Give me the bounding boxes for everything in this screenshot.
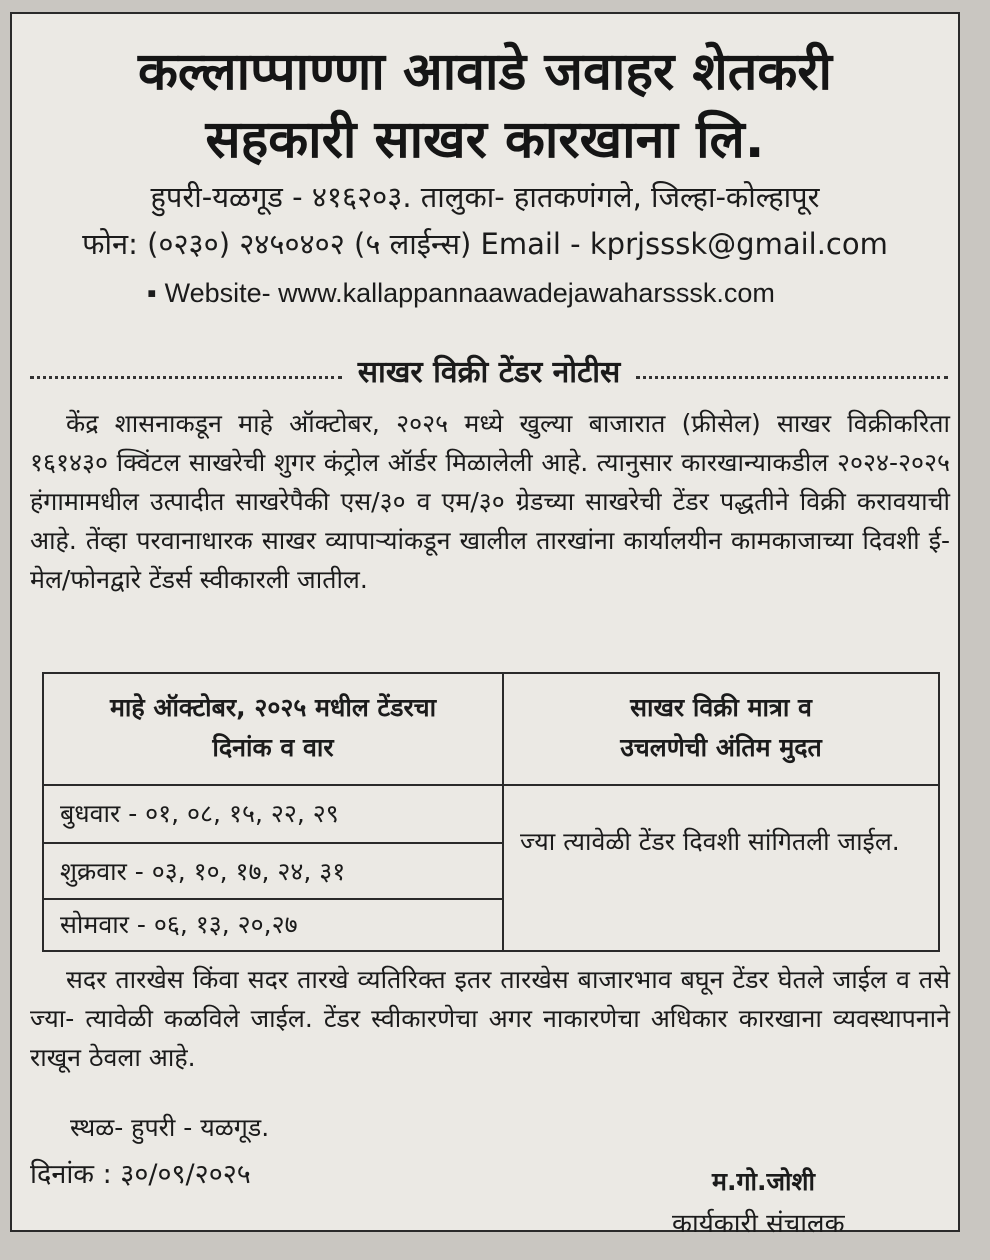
intro-paragraph: केंद्र शासनाकडून माहे ऑक्टोबर, २०२५ मध्ये खुल्या बाजारात (फ्रीसेल) साखर विक्रीकरिता १६१४३० क्विंटल साखरेची शुगर कंट्रोल ऑर्डर मिळालेली आहे. त्यानुसार कारखान्याकडील २०२४-२०२५ हंगामामधील उत्पादीत साखरेपैकी एस/३० व एम/३० ग्रेडच्या साखरेची टेंडर पद्धतीने विक्री करावयाची आहे. तेंव्हा परवानाधारक साखर व्यापाऱ्यांकडून खालील तारखांना कार्यालयीन कामकाजाच्या दिवशी ई-मेल/फोनद्वारे टेंडर्स स्वीकारली जातील. xyxy=(30,409,950,594)
closing-paragraph: सदर तारखेस किंवा सदर तारखे व्यतिरिक्त इतर तारखेस बाजारभाव बघून टेंडर घेतले जाईल व तसे ज्या- त्यावेळी कळविले जाईल. टेंडर स्वीकारणेचा अगर नाकारणेचा अधिकार कारखाना व्यवस्थापनाने राखून ठेवला आहे. xyxy=(30,965,950,1072)
org-name-line2: सहकारी साखर कारखाना लि. xyxy=(205,110,765,170)
notice-heading-row xyxy=(30,350,948,390)
table-row: शुक्रवार - ०३, १०, १७, २४, ३१ xyxy=(44,842,504,898)
website-text: Website- www.kallappannaawadejawaharsssk.com xyxy=(164,278,775,308)
header-left-line1: माहे ऑक्टोबर, २०२५ मधील टेंडरचा xyxy=(109,693,437,722)
place-line: स्थळ- हुपरी - यळगूड. xyxy=(70,1113,270,1142)
address-line: हुपरी-यळगूड - ४१६२०३. तालुका- हातकणंगले, जिल्हा-कोल्हापूर xyxy=(150,180,820,214)
bullet-icon: ▪ xyxy=(147,278,157,308)
newspaper-notice xyxy=(10,12,960,1239)
date-line: दिनांक : ३०/०९/२०२५ xyxy=(30,1159,251,1190)
table-header-right xyxy=(504,674,938,784)
tender-schedule-table xyxy=(42,672,940,952)
table-header-left xyxy=(44,674,504,784)
dotted-divider-right xyxy=(636,376,948,379)
dotted-divider-left xyxy=(30,376,342,379)
table-row: सोमवार - ०६, १३, २०,२७ xyxy=(44,898,504,950)
org-name-line1: कल्लाप्पाण्णा आवाडे जवाहर शेतकरी xyxy=(137,42,833,102)
header-left-line2: दिनांक व वार xyxy=(212,733,334,762)
header-right-line1: साखर विक्री मात्रा व xyxy=(630,693,812,722)
header-right-line2: उचलणेची अंतिम मुदत xyxy=(620,733,822,762)
notice-title: साखर विक्री टेंडर नोटीस xyxy=(357,354,621,390)
signatory-title: कार्यकारी संचालक xyxy=(672,1209,845,1239)
signatory-name: म.गो.जोशी xyxy=(712,1167,815,1196)
table-row: बुधवार - ०१, ०८, १५, २२, २९ xyxy=(44,786,504,842)
website-line xyxy=(147,278,775,309)
table-merged-cell: ज्या त्यावेळी टेंडर दिवशी सांगितली जाईल. xyxy=(520,827,900,856)
contact-line: फोन: (०२३०) २४५०४०२ (५ लाईन्स) Email - kprjsssk@gmail.com xyxy=(82,227,888,261)
